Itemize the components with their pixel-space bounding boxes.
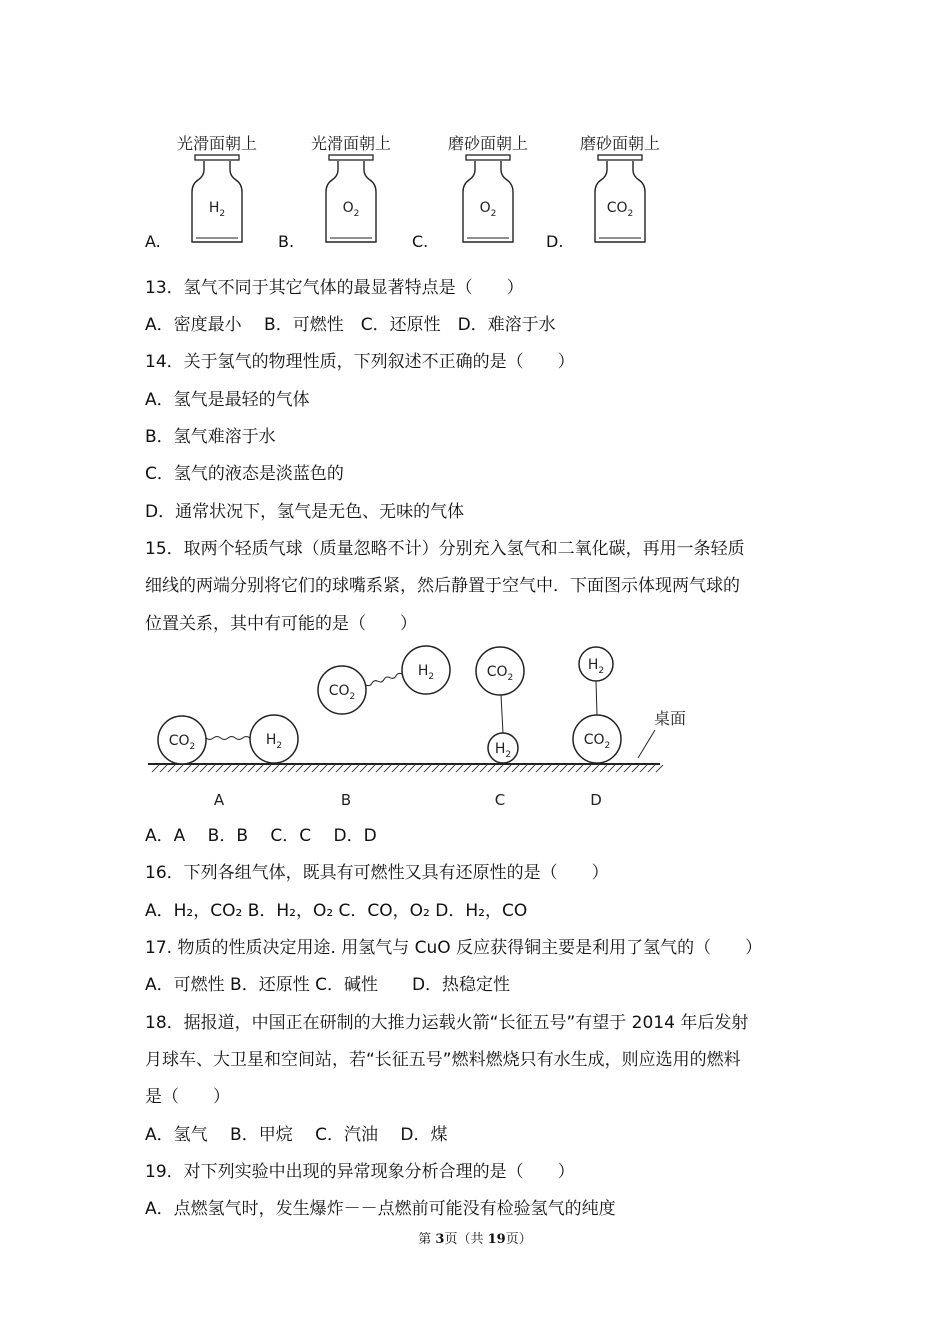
panel-b-h2-balloon bbox=[402, 646, 450, 694]
hatch-mark bbox=[408, 765, 415, 772]
hatch-mark bbox=[504, 765, 511, 772]
bottle-gas-formula: $O_2$ bbox=[342, 200, 360, 219]
bottle-4 bbox=[580, 134, 660, 242]
hatch-mark bbox=[336, 765, 343, 772]
q15-stem-line-1: 15．取两个轻质气球（质量忽略不计）分别充入氢气和二氧化碳，再用一条轻质 bbox=[145, 539, 745, 559]
desk-hatching bbox=[152, 765, 663, 772]
desk-label: 桌面 bbox=[653, 709, 687, 728]
hatch-mark bbox=[248, 765, 255, 772]
hatch-mark bbox=[344, 765, 351, 772]
bottle-label: 光滑面朝上 bbox=[176, 134, 258, 153]
balloon-gas-formula: $H_2$ bbox=[587, 657, 605, 676]
hatch-mark bbox=[584, 765, 591, 772]
hatch-mark bbox=[264, 765, 271, 772]
panel-c-h2-balloon bbox=[488, 733, 518, 763]
balloon-gas-formula: $CO_2$ bbox=[168, 733, 196, 752]
hatch-mark bbox=[600, 765, 607, 772]
hatch-mark bbox=[256, 765, 263, 772]
q14-option-b[interactable]: B．氢气难溶于水 bbox=[145, 427, 276, 447]
panel-label-b: B bbox=[340, 791, 352, 809]
q15-options[interactable]: A．A B．B C．C D．D bbox=[145, 826, 377, 846]
hatch-mark bbox=[216, 765, 223, 772]
glass-slide bbox=[598, 155, 642, 160]
panel-label-c: C bbox=[494, 791, 506, 809]
q18-options[interactable]: A．氢气 B．甲烷 C．汽油 D．煤 bbox=[145, 1125, 448, 1145]
hatch-mark bbox=[616, 765, 623, 772]
glass-slide bbox=[466, 155, 510, 160]
hatch-mark bbox=[528, 765, 535, 772]
panel-c-string bbox=[501, 695, 503, 733]
q15-stem-line-2: 细线的两端分别将它们的球嘴系紧，然后静置于空气中．下面图示体现两气球的 bbox=[145, 576, 740, 596]
q12-option-c-letter[interactable]: C. bbox=[412, 232, 429, 251]
hatch-mark bbox=[416, 765, 423, 772]
hatch-mark bbox=[464, 765, 471, 772]
bottle-label: 磨砂面朝上 bbox=[447, 134, 529, 153]
panel-label-d: D bbox=[590, 791, 602, 809]
page-footer bbox=[0, 1228, 950, 1247]
hatch-mark bbox=[624, 765, 631, 772]
desk-pointer-line bbox=[638, 730, 655, 758]
q19-option-a[interactable]: A．点燃氢气时，发生爆炸－－点燃前可能没有检验氢气的纯度 bbox=[145, 1199, 616, 1219]
hatch-mark bbox=[448, 765, 455, 772]
hatch-mark bbox=[224, 765, 231, 772]
glass-slide bbox=[329, 155, 373, 160]
balloon-gas-formula: $H_2$ bbox=[265, 732, 283, 751]
hatch-mark bbox=[152, 765, 159, 772]
hatch-mark bbox=[496, 765, 503, 772]
hatch-mark bbox=[360, 765, 367, 772]
hatch-mark bbox=[568, 765, 575, 772]
panel-d-co2-balloon bbox=[573, 715, 621, 763]
bottle-1 bbox=[177, 134, 257, 242]
footer-total-pages: 19 bbox=[487, 1232, 506, 1247]
balloon-gas-formula: $CO_2$ bbox=[486, 664, 514, 683]
hatch-mark bbox=[592, 765, 599, 772]
hatch-mark bbox=[320, 765, 327, 772]
footer-middle: 页（共 bbox=[444, 1232, 488, 1247]
panel-label-a: A bbox=[213, 791, 225, 809]
hatch-mark bbox=[280, 765, 287, 772]
hatch-mark bbox=[160, 765, 167, 772]
hatch-mark bbox=[400, 765, 407, 772]
hatch-mark bbox=[608, 765, 615, 772]
panel-c-co2-balloon bbox=[476, 647, 524, 695]
hatch-mark bbox=[328, 765, 335, 772]
q14-option-d[interactable]: D．通常状况下，氢气是无色、无味的气体 bbox=[145, 502, 465, 522]
q17-options[interactable]: A．可燃性 B．还原性 C．碱性 D．热稳定性 bbox=[145, 975, 511, 995]
footer-suffix: 页） bbox=[505, 1232, 532, 1247]
q12-option-b-letter[interactable]: B. bbox=[278, 232, 295, 251]
hatch-mark bbox=[288, 765, 295, 772]
bottles-svg bbox=[0, 0, 950, 260]
panel-d-string bbox=[596, 681, 597, 715]
footer-prefix: 第 bbox=[418, 1232, 436, 1247]
balloon-gas-formula: $CO_2$ bbox=[583, 732, 611, 751]
footer-page-number: 3 bbox=[435, 1232, 445, 1247]
hatch-mark bbox=[512, 765, 519, 772]
hatch-mark bbox=[240, 765, 247, 772]
hatch-mark bbox=[536, 765, 543, 772]
hatch-mark bbox=[184, 765, 191, 772]
hatch-mark bbox=[176, 765, 183, 772]
hatch-mark bbox=[480, 765, 487, 772]
hatch-mark bbox=[488, 765, 495, 772]
hatch-mark bbox=[304, 765, 311, 772]
bottle-2 bbox=[311, 134, 391, 242]
hatch-mark bbox=[440, 765, 447, 772]
hatch-mark bbox=[376, 765, 383, 772]
bottle-gas-formula: $CO_2$ bbox=[606, 200, 634, 219]
bottle-3 bbox=[448, 134, 528, 242]
balloon-gas-formula: $H_2$ bbox=[494, 741, 512, 760]
hatch-mark bbox=[472, 765, 479, 772]
q14-option-a[interactable]: A．氢气是最轻的气体 bbox=[145, 390, 310, 410]
q15-stem-line-3: 位置关系，其中有可能的是（ ） bbox=[145, 614, 417, 634]
hatch-mark bbox=[208, 765, 215, 772]
hatch-mark bbox=[432, 765, 439, 772]
bottle-label: 磨砂面朝上 bbox=[579, 134, 661, 153]
hatch-mark bbox=[560, 765, 567, 772]
hatch-mark bbox=[632, 765, 639, 772]
balloon-gas-formula: $H_2$ bbox=[417, 663, 435, 682]
hatch-mark bbox=[640, 765, 647, 772]
hatch-mark bbox=[272, 765, 279, 772]
q18-stem-line-2: 月球车、大卫星和空间站，若“长征五号”燃料燃烧只有水生成，则应选用的燃料 bbox=[145, 1050, 741, 1070]
hatch-mark bbox=[352, 765, 359, 772]
q16-stem: 16．下列各组气体，既具有可燃性又具有还原性的是（ ） bbox=[145, 863, 609, 883]
panel-a-string bbox=[206, 737, 250, 740]
hatch-mark bbox=[200, 765, 207, 772]
panel-b-string bbox=[366, 673, 402, 685]
q16-options[interactable]: A．H₂，CO₂ B．H₂，O₂ C．CO，O₂ D．H₂，CO bbox=[145, 901, 528, 921]
q18-stem-line-1: 18．据报道，中国正在研制的大推力运载火箭“长征五号”有望于 2014 年后发射 bbox=[145, 1013, 749, 1033]
hatch-mark bbox=[392, 765, 399, 772]
hatch-mark bbox=[456, 765, 463, 772]
hatch-mark bbox=[576, 765, 583, 772]
q13-options[interactable]: A．密度最小 B．可燃性 C．还原性 D．难溶于水 bbox=[145, 315, 556, 335]
hatch-mark bbox=[544, 765, 551, 772]
panel-d-h2-balloon bbox=[579, 647, 613, 681]
balloon-gas-formula: $CO_2$ bbox=[328, 683, 356, 702]
hatch-mark bbox=[232, 765, 239, 772]
bottle-label: 光滑面朝上 bbox=[310, 134, 392, 153]
q17-stem: 17. 物质的性质决定用途. 用氢气与 CuO 反应获得铜主要是利用了氢气的（ ） bbox=[145, 938, 763, 958]
q18-stem-line-3: 是（ ） bbox=[145, 1087, 230, 1107]
hatch-mark bbox=[368, 765, 375, 772]
hatch-mark bbox=[424, 765, 431, 772]
panel-b-co2-balloon bbox=[318, 666, 366, 714]
hatch-mark bbox=[520, 765, 527, 772]
hatch-mark bbox=[168, 765, 175, 772]
glass-slide bbox=[195, 155, 239, 160]
hatch-mark bbox=[648, 765, 655, 772]
q14-stem: 14．关于氢气的物理性质，下列叙述不正确的是（ ） bbox=[145, 352, 575, 372]
q12-option-a-letter[interactable]: A. bbox=[145, 232, 161, 251]
bottle-gas-formula: $H_2$ bbox=[208, 200, 226, 219]
hatch-mark bbox=[552, 765, 559, 772]
balloon-figure bbox=[0, 640, 950, 820]
hatch-mark bbox=[192, 765, 199, 772]
panel-a-co2-balloon bbox=[158, 716, 206, 764]
hatch-mark bbox=[296, 765, 303, 772]
panel-a-h2-balloon bbox=[250, 715, 298, 763]
q12-option-d-letter[interactable]: D. bbox=[546, 232, 564, 251]
hatch-mark bbox=[312, 765, 319, 772]
q13-stem: 13．氢气不同于其它气体的最显著特点是（ ） bbox=[145, 278, 524, 298]
q19-stem: 19．对下列实验中出现的异常现象分析合理的是（ ） bbox=[145, 1162, 575, 1182]
bottle-gas-formula: $O_2$ bbox=[479, 200, 497, 219]
hatch-mark bbox=[656, 765, 663, 772]
hatch-mark bbox=[384, 765, 391, 772]
q14-option-c[interactable]: C．氢气的液态是淡蓝色的 bbox=[145, 464, 344, 484]
